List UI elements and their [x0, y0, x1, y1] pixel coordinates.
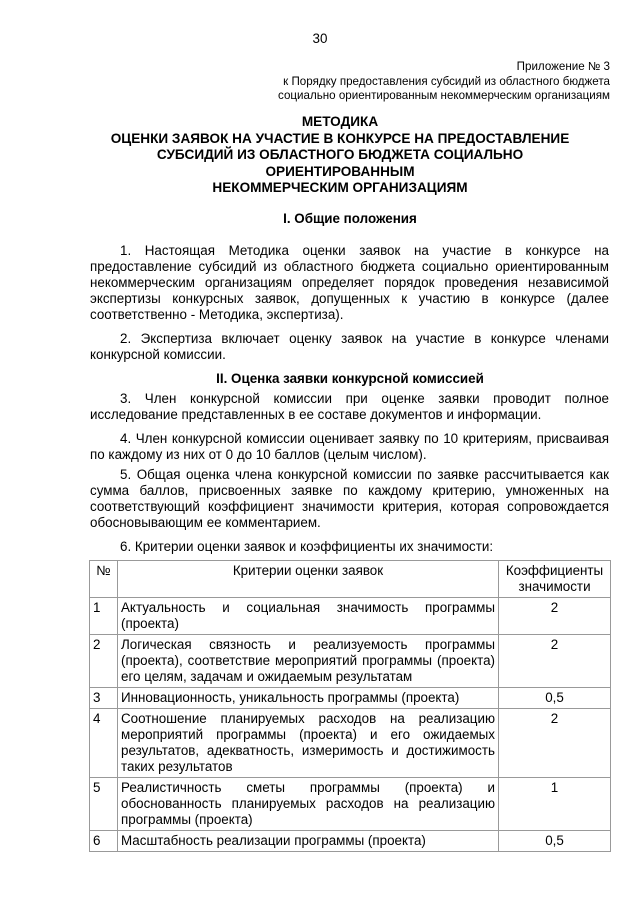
header-num: №	[90, 561, 118, 598]
row-criteria: Масштабность реализации программы (проекта)	[118, 831, 499, 852]
row-num: 1	[90, 598, 118, 635]
appendix-line-2: к Порядку предоставления субсидий из областного бюджета	[283, 74, 610, 88]
row-coef: 2	[499, 598, 611, 635]
title-line-3: СУБСИДИЙ ИЗ ОБЛАСТНОГО БЮДЖЕТА СОЦИАЛЬНО	[156, 147, 524, 163]
row-coef: 2	[499, 635, 611, 688]
appendix-line-1: Приложение № 3	[516, 60, 610, 73]
row-coef: 1	[499, 778, 611, 831]
row-criteria: Инновационность, уникальность программы (проекта)	[118, 688, 499, 709]
page-number: 30	[312, 31, 328, 46]
appendix-reference	[278, 60, 610, 104]
document-title	[60, 114, 620, 197]
row-coef: 0,5	[499, 831, 611, 852]
paragraph-1: 1. Настоящая Методика оценки заявок на участие в конкурсе на предоставление субсидий из областного бюджета социально ориентированным некоммерческим организациям определяет порядок проведения независимой экспертизы конкурсных заявок, допущенных к участию в конкурсе (далее соответственно - Методика, экспертиза).	[90, 243, 609, 322]
title-line-1: МЕТОДИКА	[301, 114, 379, 129]
table-row	[90, 598, 611, 635]
row-coef: 2	[499, 709, 611, 778]
appendix-line-3: социально ориентированным некоммерческим организациям	[278, 89, 610, 103]
title-line-5: НЕКОММЕРЧЕСКИМ ОРГАНИЗАЦИЯМ	[212, 180, 468, 196]
section-heading-general: I. Общие положения	[283, 211, 417, 226]
row-criteria: Реалистичность сметы программы (проекта) и обоснованность планируемых расходов на реализацию программы (проекта)	[118, 778, 499, 831]
row-criteria: Логическая связность и реализуемость программы (проекта), соответствие мероприятий программы (проекта) его целям, задачам и ожидаемым результатам	[118, 635, 499, 688]
table-row	[90, 709, 611, 778]
row-num: 3	[90, 688, 118, 709]
table-row	[90, 635, 611, 688]
title-line-2: ОЦЕНКИ ЗАЯВОК НА УЧАСТИЕ В КОНКУРСЕ НА ПРЕДОСТАВЛЕНИЕ	[110, 130, 570, 146]
row-num: 6	[90, 831, 118, 852]
table-row	[90, 688, 611, 709]
header-criteria: Критерии оценки заявок	[118, 561, 499, 598]
paragraph-2: 2. Экспертиза включает оценку заявок на участие в конкурсе членами конкурсной комиссии.	[90, 331, 609, 362]
row-num: 2	[90, 635, 118, 688]
row-num: 5	[90, 778, 118, 831]
paragraph-4: 4. Член конкурсной комиссии оценивает заявку по 10 критериям, присваивая по каждому из них от 0 до 10 баллов (целым числом).	[90, 431, 609, 462]
criteria-table	[89, 560, 611, 852]
paragraph-3: 3. Член конкурсной комиссии при оценке заявки проводит полное исследование представленных в ее составе документов и информации.	[90, 391, 609, 422]
table-row	[90, 778, 611, 831]
table-header-row	[90, 561, 611, 598]
header-coef: Коэффициенты значимости	[499, 561, 611, 598]
row-criteria: Актуальность и социальная значимость программы (проекта)	[118, 598, 499, 635]
paragraph-5: 5. Общая оценка члена конкурсной комиссии по заявке рассчитывается как сумма баллов, присвоенных заявке по каждому критерию, умноженных на соответствующий коэффициент значимости критерия, которая сопровождается обосновывающим ее комментарием.	[90, 467, 609, 530]
row-criteria: Соотношение планируемых расходов на реализацию мероприятий программы (проекта) и его ожидаемых результатов, адекватность, измеримость и достижимость таких результатов	[118, 709, 499, 778]
title-line-4: ОРИЕНТИРОВАННЫМ	[265, 163, 415, 179]
row-coef: 0,5	[499, 688, 611, 709]
table-row	[90, 831, 611, 852]
row-num: 4	[90, 709, 118, 778]
paragraph-6: 6. Критерии оценки заявок и коэффициенты их значимости:	[120, 539, 494, 554]
section-heading-evaluation: II. Оценка заявки конкурсной комиссией	[216, 371, 484, 386]
